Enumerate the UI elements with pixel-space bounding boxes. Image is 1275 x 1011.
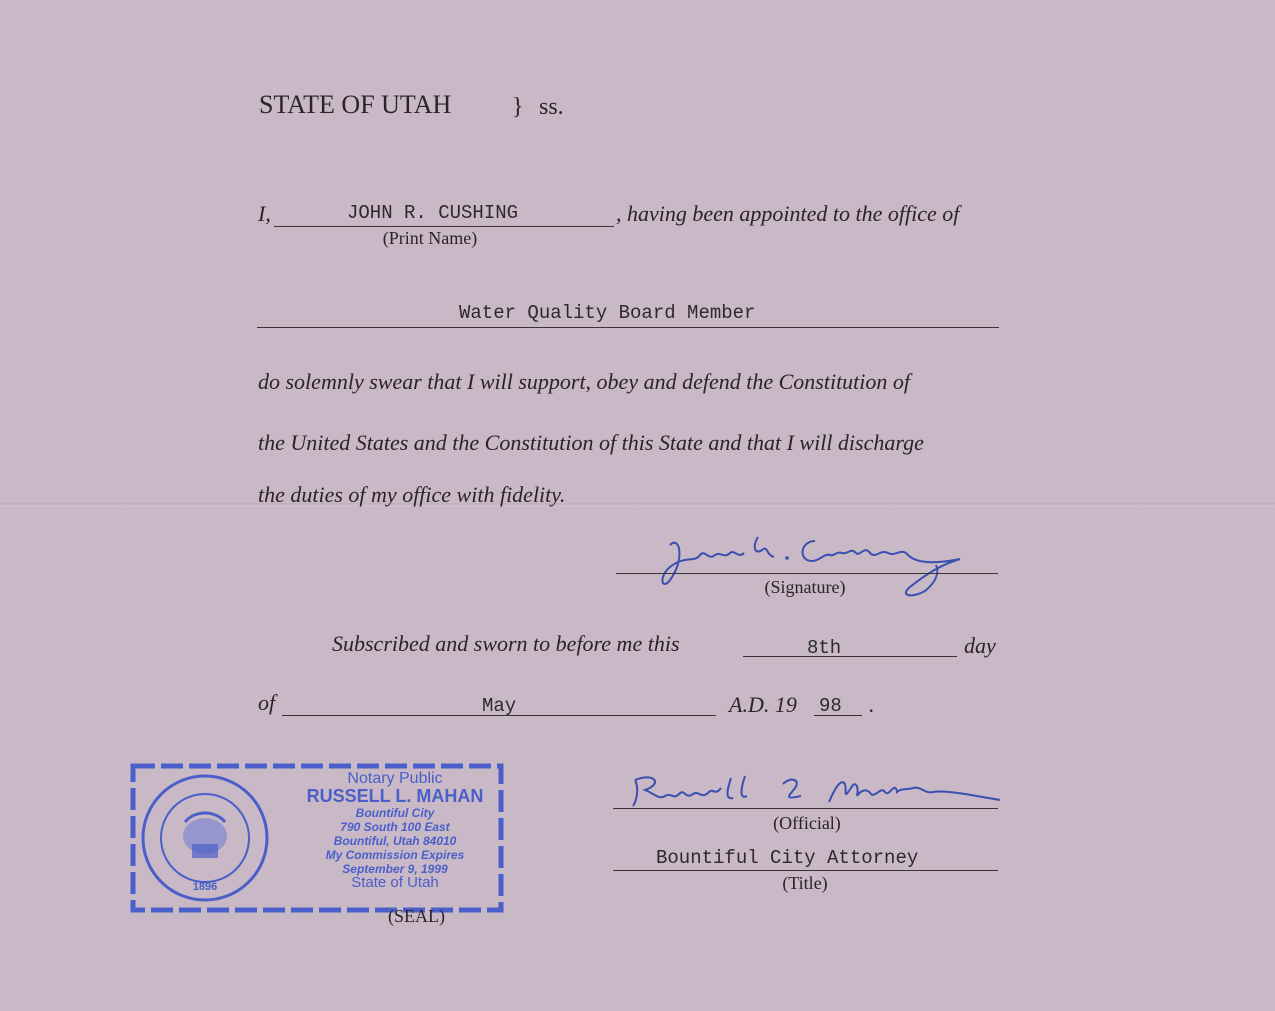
- stamp-line-7: September 9, 1999: [342, 862, 448, 876]
- name-line: [274, 226, 614, 227]
- stamp-line-3: Bountiful City: [355, 806, 435, 820]
- stamp-text-block: [290, 772, 500, 890]
- official-caption: (Official): [773, 813, 841, 833]
- office-value: Water Quality Board Member: [459, 302, 756, 324]
- notary-stamp: [130, 762, 505, 914]
- ad-text: A.D. 19: [729, 692, 797, 717]
- signature-caption: (Signature): [764, 577, 846, 597]
- oath-body-line-2: the United States and the Constitution of this State and that I will discharge: [258, 430, 924, 455]
- brace: }: [512, 94, 524, 120]
- ss-label: ss.: [539, 94, 564, 120]
- oath-body-line-1: do solemnly swear that I will support, obey and defend the Constitution of: [258, 369, 911, 394]
- stamp-line-2: RUSSELL L. MAHAN: [306, 786, 484, 806]
- print-name-caption: (Print Name): [382, 228, 478, 248]
- title-line: [613, 870, 998, 871]
- stamp-line-1: Notary Public: [347, 770, 443, 787]
- official-line: [613, 808, 998, 809]
- state-heading: STATE OF UTAH: [259, 90, 452, 119]
- stamp-line-8: State of Utah: [351, 874, 439, 891]
- appointed-text: , having been appointed to the office of: [616, 201, 960, 226]
- office-line: [257, 327, 999, 328]
- stamp-line-5: Bountiful, Utah 84010: [333, 834, 457, 848]
- of-word: of: [258, 690, 276, 715]
- oath-signature-text: John R. Cushing: [640, 525, 647, 526]
- title-caption: (Title): [782, 873, 828, 893]
- day-line: [743, 656, 957, 657]
- official-signature-text: Russell L Mahan: [615, 766, 622, 767]
- signature-line: [616, 573, 998, 574]
- month-value: May: [482, 695, 517, 717]
- seal-caption: (SEAL): [388, 906, 445, 926]
- year-value: 98: [819, 695, 842, 717]
- stamp-line-4: 790 South 100 East: [340, 820, 450, 834]
- oath-body-line-3: the duties of my office with fidelity.: [258, 482, 566, 507]
- subscribed-text: Subscribed and sworn to before me this: [332, 631, 680, 656]
- printed-name: JOHN R. CUSHING: [347, 202, 519, 224]
- seal-year: 1896: [192, 881, 218, 893]
- paper-fold: [0, 503, 1275, 507]
- title-value: Bountiful City Attorney: [656, 847, 919, 869]
- stamp-line-6: My Commission Expires: [325, 848, 465, 862]
- i-prefix: I,: [258, 201, 271, 226]
- period: .: [869, 692, 875, 717]
- day-word: day: [964, 633, 996, 658]
- day-value: 8th: [807, 637, 842, 659]
